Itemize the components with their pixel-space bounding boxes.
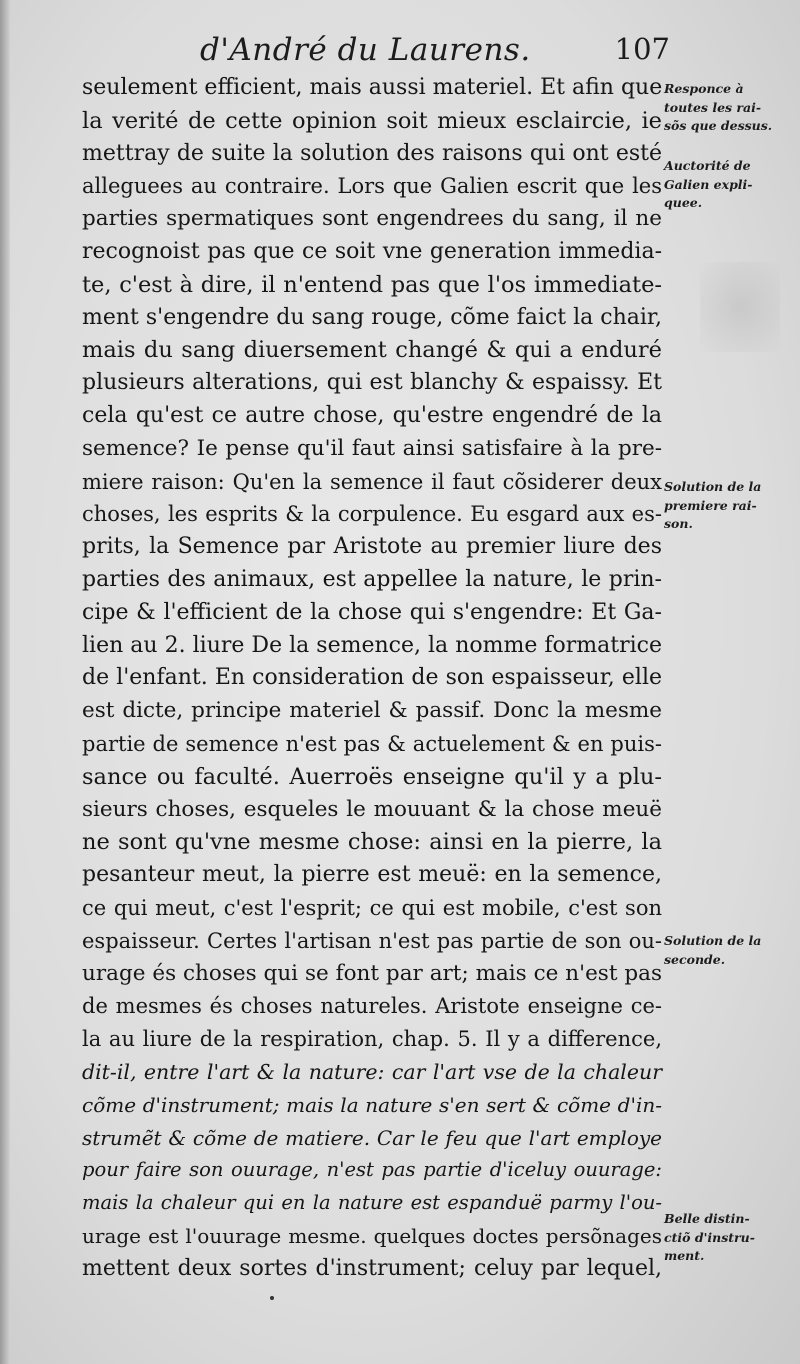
margin-note-line: Solution de la bbox=[664, 933, 762, 948]
margin-note-line: son. bbox=[664, 516, 693, 531]
text-line: la au liure de la respiration, chap. 5. Il y a difference, bbox=[82, 1027, 662, 1052]
margin-note-line: quee. bbox=[664, 195, 703, 210]
page-gutter-shadow bbox=[0, 0, 10, 1364]
text-line: ne sont qu'vne mesme chose: ainsi en la pierre, la bbox=[82, 829, 662, 856]
text-line-italic: pour faire son ouurage, n'est pas partie d'iceluy ouurage: bbox=[82, 1158, 662, 1182]
text-line: de mesmes és choses natureles. Aristote enseigne ce- bbox=[82, 994, 662, 1019]
text-line: mettray de suite la solution des raisons qui ont esté bbox=[82, 140, 662, 166]
ink-bleed-through bbox=[700, 262, 780, 352]
margin-note-galen bbox=[664, 157, 794, 213]
margin-note-second-solution bbox=[664, 932, 794, 969]
text-line: urage est l'ouurage mesme. quelques doctes persõnages bbox=[82, 1223, 662, 1248]
margin-note-instrument bbox=[664, 1210, 794, 1266]
text-line: mais du sang diuersement changé & qui a enduré bbox=[82, 337, 662, 364]
text-line: sieurs choses, esqueles le mouuant & la chose meuë bbox=[82, 796, 662, 822]
ink-speck bbox=[270, 1296, 274, 1300]
margin-note-line: premiere rai- bbox=[664, 497, 757, 513]
text-line: est dicte, principe materiel & passif. Donc la mesme bbox=[82, 698, 662, 724]
text-line: parties spermatiques sont engendrees du sang, il ne bbox=[82, 206, 662, 232]
text-line: plusieurs alterations, qui est blanchy & espaissy. Et bbox=[82, 370, 662, 396]
margin-note-line: Auctorité de bbox=[664, 158, 751, 173]
margin-note-line: Responce à bbox=[664, 81, 744, 96]
text-line: parties des animaux, est appellee la nature, le prin- bbox=[82, 566, 662, 592]
text-line: alleguees au contraire. Lors que Galien escrit que les bbox=[82, 174, 662, 199]
text-line: choses, les esprits & la corpulence. Eu esgard aux es- bbox=[82, 502, 662, 527]
text-line: partie de semence n'est pas & actuelement & en puis- bbox=[82, 731, 662, 756]
text-line-italic: strumẽt & cõme de matiere. Car le feu que l'art employe bbox=[82, 1125, 662, 1150]
margin-note-line: ctiõ d'instru- bbox=[664, 1229, 755, 1245]
text-line: mettent deux sortes d'instrument; celuy par lequel, bbox=[82, 1255, 662, 1281]
text-line: cipe & l'efficient de la chose qui s'engendre: Et Ga- bbox=[82, 599, 662, 625]
text-line-italic: cõme d'instrument; mais la nature s'en sert & cõme d'in- bbox=[82, 1092, 662, 1117]
running-title: d'André du Laurens. bbox=[200, 32, 531, 68]
text-line: te, c'est à dire, il n'entend pas que l'os immediate- bbox=[82, 271, 662, 298]
page-header bbox=[200, 22, 670, 72]
text-line: recognoist pas que ce soit vne generation immedia- bbox=[82, 238, 662, 264]
margin-note-line: ment. bbox=[664, 1248, 705, 1263]
text-line: espaisseur. Certes l'artisan n'est pas partie de son ou- bbox=[82, 928, 662, 953]
text-line: pesanteur meut, la pierre est meuë: en la semence, bbox=[82, 862, 662, 888]
text-line: semence? Ie pense qu'il faut ainsi satisfaire à la pre- bbox=[82, 435, 662, 461]
text-line: miere raison: Qu'en la semence il faut cõsiderer deux bbox=[82, 469, 662, 494]
text-line: lien au 2. liure De la semence, la nomme formatrice bbox=[82, 632, 662, 658]
margin-note-line: toutes les rai- bbox=[664, 99, 762, 115]
text-line: de l'enfant. En consideration de son espaisseur, elle bbox=[82, 665, 662, 691]
margin-note-line: Solution de la bbox=[664, 479, 762, 494]
text-line: ce qui meut, c'est l'esprit; ce qui est mobile, c'est son bbox=[82, 895, 662, 920]
text-line-italic: dit-il, entre l'art & la nature: car l'art vse de la chaleur bbox=[82, 1059, 662, 1084]
text-line: cela qu'est ce autre chose, qu'estre engendré de la bbox=[82, 402, 662, 428]
text-line: prits, la Semence par Aristote au premier liure des bbox=[82, 534, 662, 560]
margin-note-line: sõs que dessus. bbox=[664, 118, 773, 133]
text-line: la verité de cette opinion soit mieux esclaircie, ie bbox=[82, 107, 662, 134]
margin-note-first-solution bbox=[664, 478, 794, 534]
main-text-block bbox=[82, 72, 662, 1285]
margin-note-line: Belle distin- bbox=[664, 1211, 750, 1226]
text-line-italic: mais la chaleur qui en la nature est espanduë parmy l'ou- bbox=[82, 1191, 662, 1215]
text-line: ment s'engendre du sang rouge, cõme faict la chair, bbox=[82, 304, 662, 330]
margin-note-response bbox=[664, 80, 794, 136]
margin-note-line: Galien expli- bbox=[664, 176, 753, 192]
text-line: urage és choses qui se font par art; mais ce n'est pas bbox=[82, 960, 662, 986]
page-number: 107 bbox=[614, 32, 670, 66]
text-line: sance ou faculté. Auerroës enseigne qu'il y a plu- bbox=[82, 763, 662, 790]
text-line: seulement efficient, mais aussi materiel. Et afin que bbox=[82, 75, 663, 100]
margin-note-line: seconde. bbox=[664, 951, 726, 967]
